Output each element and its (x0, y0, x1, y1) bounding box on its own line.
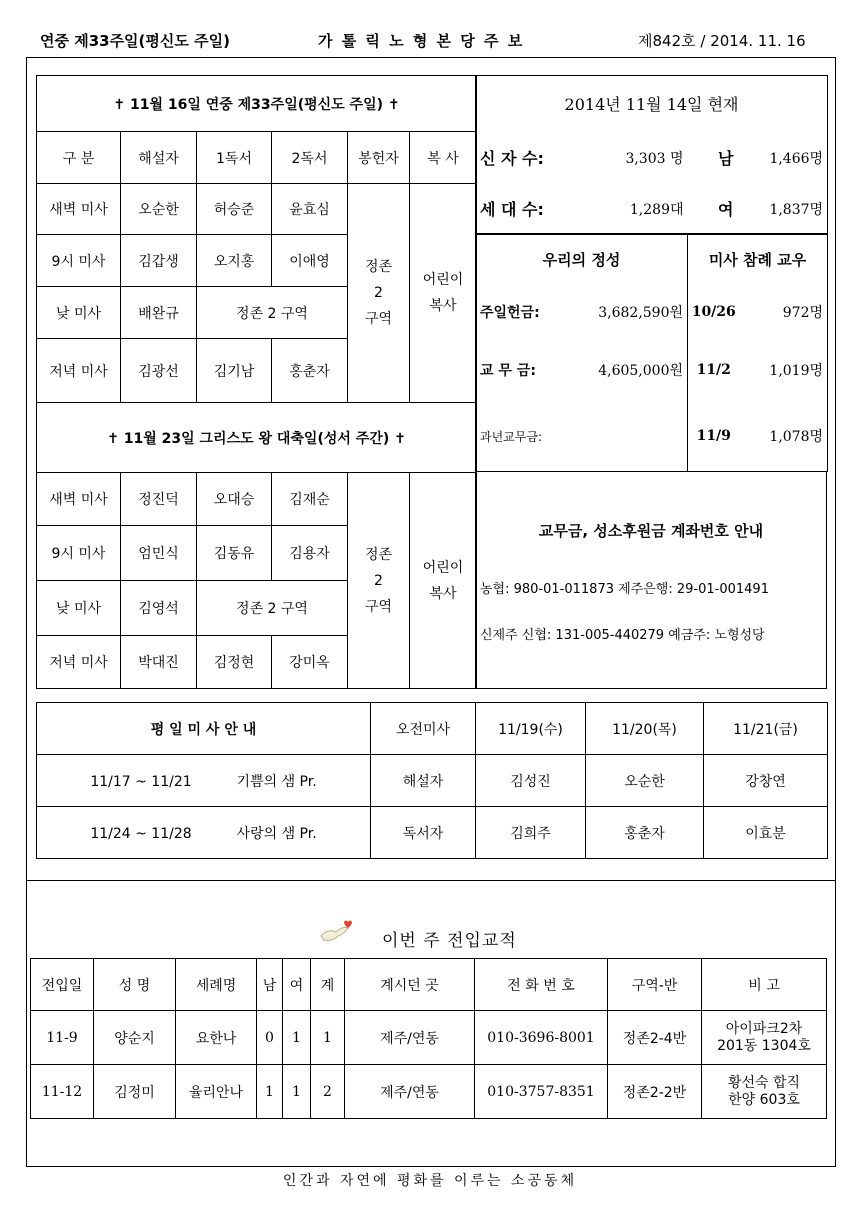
col-header: 비 고 (702, 959, 827, 1011)
am-mass-header: 오전미사 (371, 703, 476, 755)
parish-stats-table (475, 75, 828, 235)
reader-2: 이애영 (272, 235, 348, 287)
offer-line: 구역 (364, 598, 393, 615)
attendance-date: 11/2 (696, 361, 731, 378)
note-line: 아이파크2차 (725, 1020, 803, 1037)
zone-group: 정존2-2반 (608, 1065, 702, 1119)
section-divider (26, 880, 836, 881)
offer-line: 2 (374, 285, 383, 301)
assignee: 김희주 (476, 807, 586, 859)
reader-2: 김재순 (272, 473, 348, 526)
attendance-count: 1,078명 (740, 402, 828, 472)
mass-name: 낮 미사 (37, 287, 121, 339)
mass-name: 낮 미사 (37, 581, 121, 636)
transfer-name: 양순지 (94, 1011, 176, 1065)
role: 해설자 (371, 755, 476, 807)
sunday-offering-label: 주일헌금: (476, 286, 568, 338)
male-label: 남 (718, 149, 734, 168)
attendance-date: 10/26 (691, 303, 736, 320)
assignee: 홍춘자 (586, 807, 704, 859)
transfer-table (30, 958, 827, 1119)
readers-merged: 정존 2 구역 (197, 581, 348, 636)
col-header: 2독서 (272, 132, 348, 184)
reader-1: 허승준 (197, 184, 272, 235)
reader-2: 윤효심 (272, 184, 348, 235)
reader-1: 김동유 (197, 526, 272, 581)
assignee: 이효분 (704, 807, 828, 859)
reader-2: 김용자 (272, 526, 348, 581)
issue-number: 제842호 / 2014. 11. 16 (638, 32, 806, 50)
weekday-mass-table (36, 702, 828, 859)
male-count: 1 (257, 1065, 283, 1119)
week-period: 11/17 ~ 11/21 (90, 773, 192, 790)
past-tithe-value (568, 402, 688, 472)
mass-name: 새벽 미사 (37, 473, 121, 526)
col-header: 구 분 (37, 132, 121, 184)
note-line: 201동 1304호 (717, 1037, 811, 1054)
col-header: 여 (283, 959, 311, 1011)
households-value: 1,289대 (564, 184, 688, 235)
offering-title: 우리의 정성 (476, 234, 688, 286)
offering-group (348, 184, 410, 403)
reader-1: 김기남 (197, 339, 272, 403)
bulletin-name: 가 톨 릭 노 형 본 당 주 보 (318, 32, 525, 50)
prayer-group: 사랑의 샘 Pr. (236, 825, 317, 842)
week-group (37, 807, 371, 859)
col-header: 복 사 (410, 132, 477, 184)
altar-server (410, 184, 477, 403)
parish-motto: 인간과 자연에 평화를 이루는 소공동체 (282, 1173, 578, 1189)
female-label: 여 (688, 184, 738, 235)
commentator: 엄민식 (121, 526, 197, 581)
commentator: 김광선 (121, 339, 197, 403)
day-header: 11/20(목) (586, 703, 704, 755)
commentator: 배완규 (121, 287, 197, 339)
offer-line: 구역 (364, 311, 393, 327)
reader-2: 홍춘자 (272, 339, 348, 403)
mass-name: 9시 미사 (37, 526, 121, 581)
assignee: 강창연 (704, 755, 828, 807)
offering-group (348, 473, 410, 689)
day-header: 11/21(금) (704, 703, 828, 755)
col-header: 전 화 번 호 (475, 959, 608, 1011)
attendance-date: 11/9 (688, 402, 740, 472)
sunday-offering-value: 3,682,590원 (568, 286, 688, 338)
tithe-value: 4,605,000원 (568, 338, 688, 402)
phone-number: 010-3696-8001 (475, 1011, 608, 1065)
believers-value: 3,303 명 (625, 150, 684, 167)
weekday-title: 평 일 미 사 안 내 (37, 703, 371, 755)
offer-line: 정존 (364, 546, 393, 563)
account-line-2: 신제주 신협: 131-005-440279 예금주: 노형성당 (480, 628, 765, 643)
attendance-title: 미사 참례 교우 (688, 234, 828, 286)
attendance-count: 1,019명 (740, 338, 828, 402)
reader-1: 오지홍 (197, 235, 272, 287)
account-box (475, 471, 827, 689)
transfer-title: 이번 주 전입교적 (382, 931, 517, 951)
readers-merged: 정존 2 구역 (197, 287, 348, 339)
commentator: 김영석 (121, 581, 197, 636)
note-line: 황선숙 합직 (727, 1074, 801, 1091)
col-header: 남 (257, 959, 283, 1011)
col-header: 세례명 (176, 959, 257, 1011)
tithe-label: 교 무 금: (476, 338, 568, 402)
transfer-date: 11-9 (31, 1011, 94, 1065)
prayer-group: 기쁨의 샘 Pr. (236, 773, 317, 790)
altar-line: 어린이 (422, 272, 464, 288)
altar-line: 복사 (429, 585, 457, 602)
reader-2: 강미옥 (272, 636, 348, 689)
previous-parish: 제주/연동 (345, 1011, 475, 1065)
col-header: 봉헌자 (348, 132, 410, 184)
assignee: 김성진 (476, 755, 586, 807)
offer-line: 2 (374, 572, 383, 589)
dove-heart-icon (318, 918, 354, 946)
previous-parish: 제주/연동 (345, 1065, 475, 1119)
mass-schedule-table (36, 75, 477, 689)
commentator: 오순한 (121, 184, 197, 235)
assignee: 오순한 (586, 755, 704, 807)
mass-name: 9시 미사 (37, 235, 121, 287)
role: 독서자 (371, 807, 476, 859)
week-period: 11/24 ~ 11/28 (90, 825, 192, 842)
past-tithe-label: 과년교무금: (476, 402, 568, 472)
offer-line: 정존 (364, 259, 393, 275)
female-count: 1 (283, 1065, 311, 1119)
attendance-count: 972명 (740, 286, 828, 338)
note-line: 한양 603호 (728, 1091, 800, 1108)
mass-name: 저녁 미사 (37, 339, 121, 403)
baptism-name: 율리안나 (176, 1065, 257, 1119)
schedule-title-2: ✝ 11월 23일 그리스도 왕 대축일(성서 주간) ✝ (37, 403, 477, 473)
col-header: 계 (311, 959, 345, 1011)
schedule-title-1: ✝ 11월 16일 연중 제33주일(평신도 주일) ✝ (37, 76, 477, 132)
reader-1: 김정현 (197, 636, 272, 689)
male-value: 1,466명 (738, 132, 828, 184)
commentator: 박대진 (121, 636, 197, 689)
note (702, 1011, 827, 1065)
households-label: 세 대 수: (476, 184, 564, 235)
phone-number: 010-3757-8351 (475, 1065, 608, 1119)
zone-group: 정존2-4반 (608, 1011, 702, 1065)
stats-date: 2014년 11월 14일 현재 (476, 76, 828, 132)
day-header: 11/19(수) (476, 703, 586, 755)
commentator: 정진덕 (121, 473, 197, 526)
mass-name: 새벽 미사 (37, 184, 121, 235)
altar-server (410, 473, 477, 689)
col-header: 해설자 (121, 132, 197, 184)
transfer-date: 11-12 (31, 1065, 94, 1119)
believers-label: 신 자 수: (476, 132, 564, 184)
col-header: 성 명 (94, 959, 176, 1011)
reader-1: 오대승 (197, 473, 272, 526)
offering-table (475, 233, 828, 472)
commentator: 김갑생 (121, 235, 197, 287)
total-count: 1 (311, 1011, 345, 1065)
col-header: 계시던 곳 (345, 959, 475, 1011)
week-group (37, 755, 371, 807)
total-count: 2 (311, 1065, 345, 1119)
col-header: 전입일 (31, 959, 94, 1011)
account-line-1: 농협: 980-01-011873 제주은행: 29-01-001491 (480, 582, 769, 597)
male-count: 0 (257, 1011, 283, 1065)
female-count: 1 (283, 1011, 311, 1065)
account-title: 교무금, 성소후원금 계좌번호 안내 (538, 522, 764, 540)
col-header: 1독서 (197, 132, 272, 184)
note (702, 1065, 827, 1119)
female-value: 1,837명 (738, 184, 828, 235)
issue-title: 연중 제33주일(평신도 주일) (40, 32, 230, 50)
transfer-name: 김정미 (94, 1065, 176, 1119)
baptism-name: 요한나 (176, 1011, 257, 1065)
mass-name: 저녁 미사 (37, 636, 121, 689)
altar-line: 복사 (429, 298, 457, 314)
col-header: 구역-반 (608, 959, 702, 1011)
altar-line: 어린이 (422, 559, 464, 576)
